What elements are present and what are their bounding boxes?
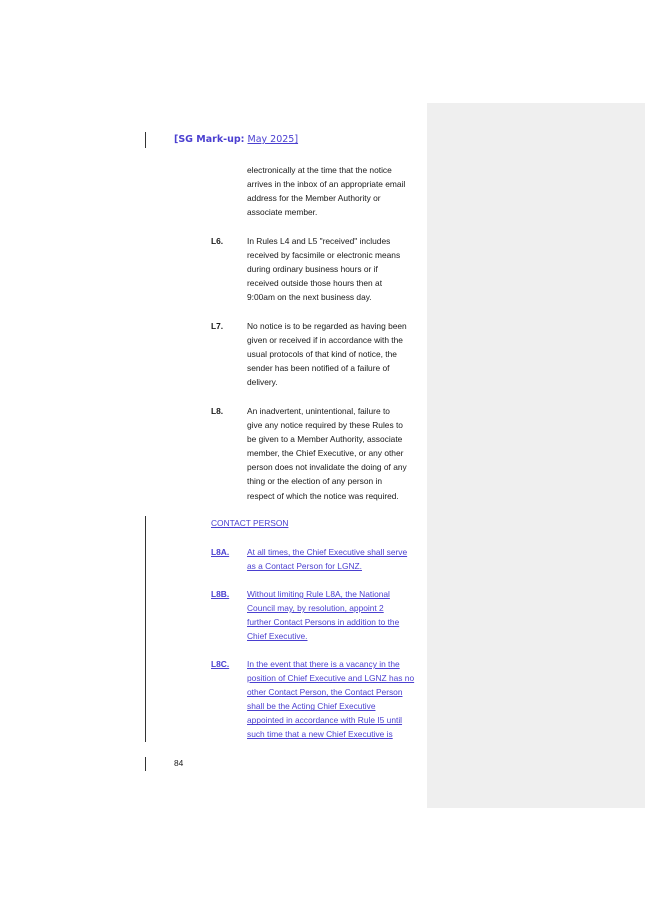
text-line: received outside those hours then at xyxy=(247,278,383,289)
text-line: respect of which the notice was required. xyxy=(247,490,399,501)
text-line: appointed in accordance with Rule I5 until xyxy=(247,715,403,726)
rule-text xyxy=(247,319,423,389)
text-line: Without limiting Rule L8A, the National xyxy=(247,589,390,599)
text-line: electronically at the time that the notice xyxy=(247,165,392,175)
markup-date: May 2025] xyxy=(247,134,299,145)
markup-tag: [SG Mark-up: xyxy=(174,134,245,145)
text-line: sender has been notified of a failure of xyxy=(247,363,390,374)
text-line: give any notice required by these Rules to xyxy=(247,420,403,431)
text-line: No notice is to be regarded as having been xyxy=(247,321,407,331)
text-line: other Contact Person, the Contact Person xyxy=(247,687,403,698)
page-number: 84 xyxy=(174,758,184,768)
text-line: In the event that there is a vacancy in the xyxy=(247,659,400,669)
text-line: member, the Chief Executive, or any other xyxy=(247,448,404,459)
inserted-section-heading: CONTACT PERSON xyxy=(211,518,289,528)
rule-number: L6. xyxy=(211,236,224,246)
text-line: An inadvertent, unintentional, failure to xyxy=(247,406,390,416)
change-bar-inserted xyxy=(145,516,146,742)
text-line: delivery. xyxy=(247,377,278,388)
text-line: person does not invalidate the doing of any xyxy=(247,462,407,473)
inserted-rule-text xyxy=(247,545,423,573)
text-line: arrives in the inbox of an appropriate email xyxy=(247,179,406,190)
text-line: Council may, by resolution, appoint 2 xyxy=(247,603,384,614)
comment-pane xyxy=(427,103,645,808)
inserted-rule-number: L8B. xyxy=(211,589,230,599)
text-line: during ordinary business hours or if xyxy=(247,264,378,275)
intro-paragraph xyxy=(247,163,423,219)
rule-number: L7. xyxy=(211,321,224,331)
text-line: further Contact Persons in addition to the xyxy=(247,617,400,628)
text-line: such time that a new Chief Executive is xyxy=(247,729,393,740)
text-line: 9:00am on the next business day. xyxy=(247,292,372,303)
rule-number: L8. xyxy=(211,406,224,416)
text-line: At all times, the Chief Executive shall serve xyxy=(247,547,408,557)
text-line: Chief Executive. xyxy=(247,631,308,642)
text-line: address for the Member Authority or xyxy=(247,193,381,204)
text-line: usual protocols of that kind of notice, the xyxy=(247,349,397,360)
text-line: shall be the Acting Chief Executive xyxy=(247,701,376,712)
change-bar-header xyxy=(145,132,146,148)
markup-header xyxy=(174,134,298,145)
text-line: In Rules L4 and L5 "received" includes xyxy=(247,236,391,246)
text-line: given or received if in accordance with the xyxy=(247,335,403,346)
inserted-rule-number: L8C. xyxy=(211,659,230,669)
text-line: be given to a Member Authority, associate xyxy=(247,434,403,445)
text-line: thing or the election of any person in xyxy=(247,476,383,487)
inserted-rule-number: L8A. xyxy=(211,547,230,557)
text-line: as a Contact Person for LGNZ. xyxy=(247,561,362,572)
inserted-rule-text xyxy=(247,657,423,742)
text-line: received by facsimile or electronic means xyxy=(247,250,401,261)
rule-text xyxy=(247,404,423,503)
text-line: associate member. xyxy=(247,207,318,218)
inserted-rule-text xyxy=(247,587,423,643)
change-bar-page-number xyxy=(145,757,146,771)
rule-text xyxy=(247,234,423,304)
text-line: position of Chief Executive and LGNZ has no xyxy=(247,673,415,684)
